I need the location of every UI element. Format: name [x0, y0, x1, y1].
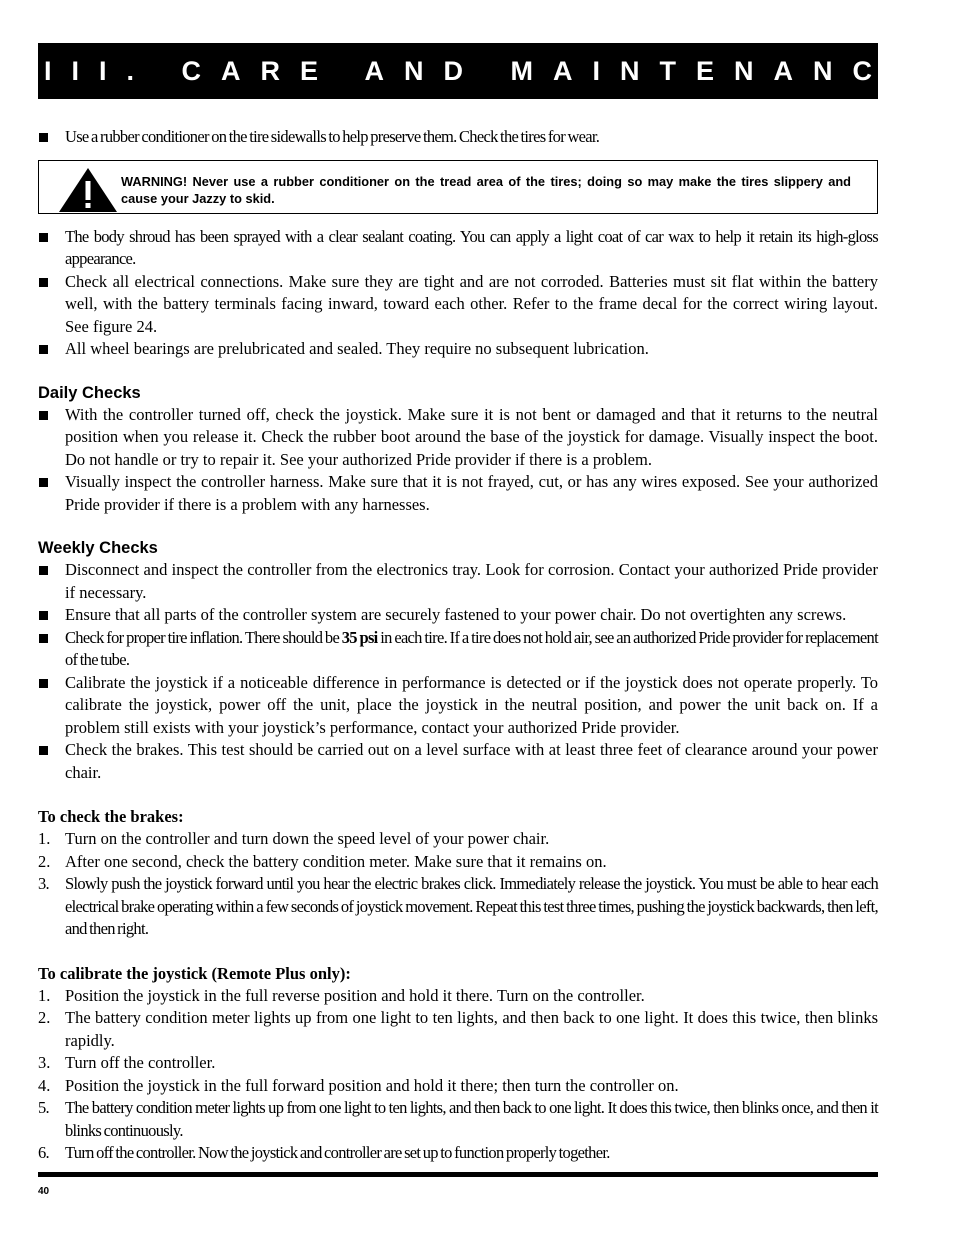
exclamation-triangle-icon — [57, 167, 119, 213]
square-bullet-icon — [39, 411, 48, 420]
step-item — [38, 1052, 878, 1075]
step-item — [38, 1007, 878, 1052]
list-item-text: Check for proper tire inflation. There should be 35 psi in each tire. If a tire does not hold air, see an authorized Pride provider for replacement of the tube. — [65, 627, 878, 669]
square-bullet-icon — [39, 611, 48, 620]
step-text: Turn on the controller and turn down the speed level of your power chair. — [65, 829, 550, 848]
step-number: 1. — [38, 829, 51, 848]
step-text: Turn off the controller. Now the joystick and controller are set up to function properly together. — [65, 1143, 610, 1162]
list-item-text: All wheel bearings are prelubricated and sealed. They require no subsequent lubrication. — [65, 339, 649, 358]
tire-pressure-value: 35 psi — [341, 627, 378, 647]
list-item — [38, 126, 878, 149]
step-item — [38, 828, 878, 851]
calibrate-heading: To calibrate the joystick (Remote Plus only): — [38, 963, 351, 983]
list-item — [38, 627, 878, 672]
step-item — [38, 851, 878, 874]
square-bullet-icon — [39, 345, 48, 354]
list-item — [38, 471, 878, 516]
chapter-header — [6, 43, 931, 99]
square-bullet-icon — [39, 478, 48, 487]
intro-list — [38, 126, 878, 149]
square-bullet-icon — [39, 278, 48, 287]
step-number: 3. — [38, 874, 49, 893]
page-number: 40 — [38, 1186, 50, 1197]
square-bullet-icon — [39, 566, 48, 575]
list-item-text: Check the brakes. This test should be carried out on a level surface with at least three feet of clearance around your power chair. — [65, 740, 878, 782]
step-text: Turn off the controller. — [65, 1053, 216, 1072]
weekly-checks-list — [38, 559, 878, 784]
step-number: 2. — [38, 1008, 51, 1027]
warning-box — [38, 160, 878, 214]
warning-text: WARNING! Never use a rubber conditioner on the tread area of the tires; doing so may make the tires slippery and cause your Jazzy to skid. — [121, 173, 851, 206]
step-number: 2. — [38, 851, 51, 871]
step-number: 3. — [38, 1053, 51, 1072]
list-item — [38, 226, 878, 271]
step-number: 6. — [38, 1143, 49, 1162]
list-item — [38, 404, 878, 472]
page-content — [38, 126, 878, 1165]
square-bullet-icon — [39, 746, 48, 755]
list-item-text: The body shroud has been sprayed with a clear sealant coating. You can apply a light coat of car wax to help it retain its high-gloss appearance. — [65, 226, 878, 268]
weekly-checks-heading: Weekly Checks — [38, 539, 158, 557]
square-bullet-icon — [39, 233, 48, 242]
list-item-text: Ensure that all parts of the controller system are securely fastened to your power chair. Do not overtighten any screws. — [65, 605, 847, 624]
step-text: Slowly push the joystick forward until you hear the electric brakes click. Immediately release the joystick. You must be able to hear each electrical brake operating within a few seconds of joystick movement. Repeat this test three times, pushing the joystick backwards, then left, and then right. — [65, 874, 878, 938]
maintenance-list — [38, 226, 878, 361]
step-number: 5. — [38, 1098, 49, 1117]
step-item — [38, 873, 878, 941]
list-item-text: Use a rubber conditioner on the tire sidewalls to help preserve them. Check the tires for wear. — [65, 127, 600, 146]
step-item — [38, 1142, 878, 1165]
step-text: The battery condition meter lights up from one light to ten lights, and then back to one light. It does this twice, then blinks rapidly. — [65, 1008, 878, 1050]
list-item-text: Disconnect and inspect the controller from the electronics tray. Look for corrosion. Contact your authorized Pride provider if necessary. — [65, 560, 878, 602]
step-item — [38, 985, 878, 1008]
square-bullet-icon — [39, 634, 48, 643]
list-item-text: With the controller turned off, check the joystick. Make sure it is not bent or damaged and that it returns to the neutral position when you release it. Check the rubber boot around the base of the joystick for damage. Visually inspect the boot. Do not handle or try to repair it. See your authorized Pride provider if there is a problem. — [65, 404, 878, 469]
step-number: 4. — [38, 1075, 51, 1095]
step-item — [38, 1075, 878, 1098]
step-text: After one second, check the battery condition meter. Make sure that it remains on. — [65, 851, 607, 871]
step-text: Position the joystick in the full forward position and hold it there; then turn the controller on. — [65, 1075, 679, 1095]
list-item — [38, 672, 878, 740]
list-item — [38, 559, 878, 604]
square-bullet-icon — [39, 133, 48, 142]
step-text: The battery condition meter lights up from one light to ten lights, and then back to one light. It does this twice, then blinks once, and then it blinks continuously. — [65, 1098, 878, 1140]
footer-rule — [38, 1172, 878, 1177]
step-item — [38, 1097, 878, 1142]
list-item-text: Calibrate the joystick if a noticeable difference in performance is detected or if the joystick does not operate properly. To calibrate the joystick, power off the unit, place the joystick in the neutral position, and power the unit back on. If a problem still exists with your joystick’s performance, contact your authorized Pride provider. — [65, 672, 878, 737]
calibrate-steps — [38, 985, 878, 1165]
list-item — [38, 604, 878, 627]
list-item — [38, 338, 878, 361]
brake-check-steps — [38, 828, 878, 941]
list-item-text: Visually inspect the controller harness. Make sure that it is not frayed, cut, or has any wires exposed. See your authorized Pride provider if there is a problem with any harnesses. — [65, 472, 878, 514]
list-item — [38, 739, 878, 784]
daily-checks-heading: Daily Checks — [38, 383, 141, 402]
daily-checks-list — [38, 404, 878, 517]
step-number: 1. — [38, 985, 51, 1005]
brake-check-heading: To check the brakes: — [38, 807, 184, 826]
list-item — [38, 271, 878, 339]
step-text: Position the joystick in the full reverse position and hold it there. Turn on the controller. — [65, 985, 645, 1005]
chapter-title: VIII. CARE AND MAINTENANCE — [6, 55, 931, 86]
square-bullet-icon — [39, 679, 48, 688]
list-item-text: Check all electrical connections. Make sure they are tight and are not corroded. Batteries must sit flat within the battery well, with the battery terminals facing inward, toward each other. Refer to the frame decal for the correct wiring layout. See figure 24. — [65, 271, 878, 336]
